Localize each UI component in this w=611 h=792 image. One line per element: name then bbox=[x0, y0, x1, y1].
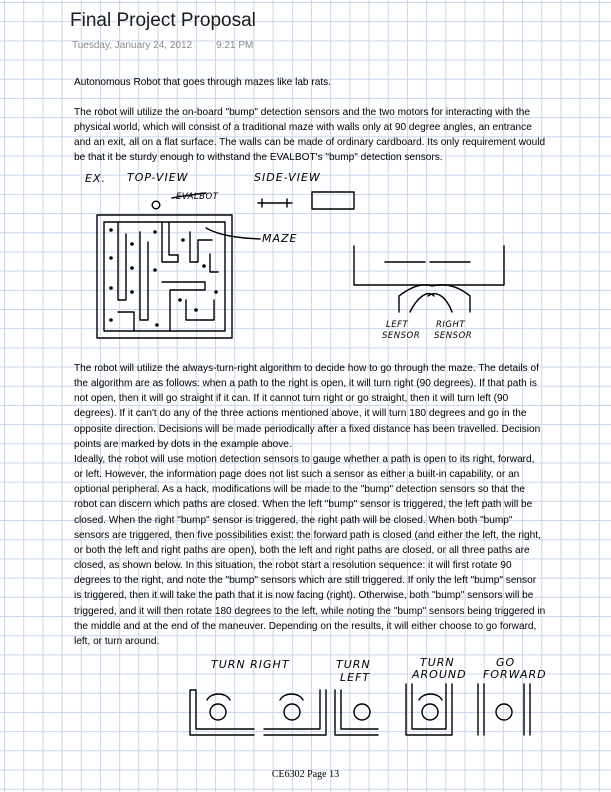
go-forward-case bbox=[478, 684, 530, 735]
page-date: Tuesday, January 24, 2012 bbox=[72, 40, 193, 51]
page-footer: CE6302 Page 13 bbox=[271, 769, 340, 780]
top-view-label: TOP-VIEW bbox=[127, 171, 189, 184]
algorithm-paragraph: The robot will utilize the always-turn-right algorithm to decide how to go through the maze. The details of the algorithm are as follows: when a path to the right is open, it will turn right (90 degrees). If that path is not open, then it will go straight if it can. If it cannot turn right or go straight, then it will turn left (90 degrees). If it can't do any of the three actions mentioned above, it will turn 180 degrees and go in the opposite direction. Decisions will be made periodically after a fixed distance has been travelled. Decision points are marked by dots in the example above. bbox=[74, 363, 541, 450]
page-time: 9:21 PM bbox=[216, 40, 254, 51]
evalbot-label: EVALBOT bbox=[176, 192, 219, 202]
right-sensor-label-line2: SENSOR bbox=[434, 331, 473, 341]
example-label: EX. bbox=[85, 172, 106, 185]
turn-left-label-line1: TURN bbox=[336, 658, 371, 671]
turn-around-case bbox=[406, 684, 452, 735]
go-forward-label-line1: GO bbox=[496, 656, 516, 669]
robot-paragraph: The robot will utilize the on-board "bump" detection sensors and the two motors for interacting with the physical world, which will consist of a traditional maze with walls only at 90 degree angles, an entrance and an exit, all on a flat surface. The walls can be made of ordinary cardboard. Its only requirement would be that it be sturdy enough to withstand the EVALBOT's "bump" detection sensors. bbox=[74, 107, 546, 164]
page-title: Final Project Proposal bbox=[70, 10, 256, 31]
turn-around-label-line2: AROUND bbox=[412, 668, 467, 681]
side-view-label: SIDE-VIEW bbox=[254, 171, 321, 184]
right-sensor-label-line1: RIGHT bbox=[436, 320, 466, 330]
go-forward-label-line2: FORWARD bbox=[483, 668, 547, 681]
turn-right-case-2 bbox=[264, 690, 326, 735]
intro-paragraph: Autonomous Robot that goes through mazes like lab rats. bbox=[74, 77, 331, 88]
left-sensor-label-line1: LEFT bbox=[386, 320, 409, 330]
ideal-paragraph: Ideally, the robot will use motion detection sensors to gauge whether a path is open to its right, forward, or left. However, the information page does not list such a sensor as either a built-in capability, or an optional peripheral. As a hack, modifications will be made to the "bump" detection sensors so that the robot can discern which paths are closed. When the left "bump" sensor is triggered, the left path will be closed. When the right "bump" sensor is triggered, the right path will be closed. When both "bump" sensors are triggered, then five possibilities exist: the forward path is closed (and either the left, the right, or both the left and right paths are open), both the left and right paths are closed, or all three paths are closed, as shown below. In this situation, the robot start a resolution sequence: it will first rotate 90 degrees to the right, and note the "bump" sensors which are still triggered. If only the left "bump" sensor is triggered, then it will take the path that it is now facing (right). Otherwise, both "bump" sensors will be triggered, and it will then rotate 180 degrees to the left, while noting the "bump" sensors being triggered in the middle and at the end of the maneuver. Depending on the results, it will either choose to go forward, left, or turn around. bbox=[74, 454, 546, 647]
turn-left-label-line2: LEFT bbox=[340, 671, 371, 684]
turn-right-case-1 bbox=[190, 690, 254, 735]
turn-left-case bbox=[335, 690, 378, 735]
maze-label: MAZE bbox=[262, 232, 298, 245]
turn-around-label-line1: TURN bbox=[420, 656, 455, 669]
left-sensor-label-line2: SENSOR bbox=[382, 331, 421, 341]
turn-right-label: TURN RIGHT bbox=[211, 658, 290, 671]
